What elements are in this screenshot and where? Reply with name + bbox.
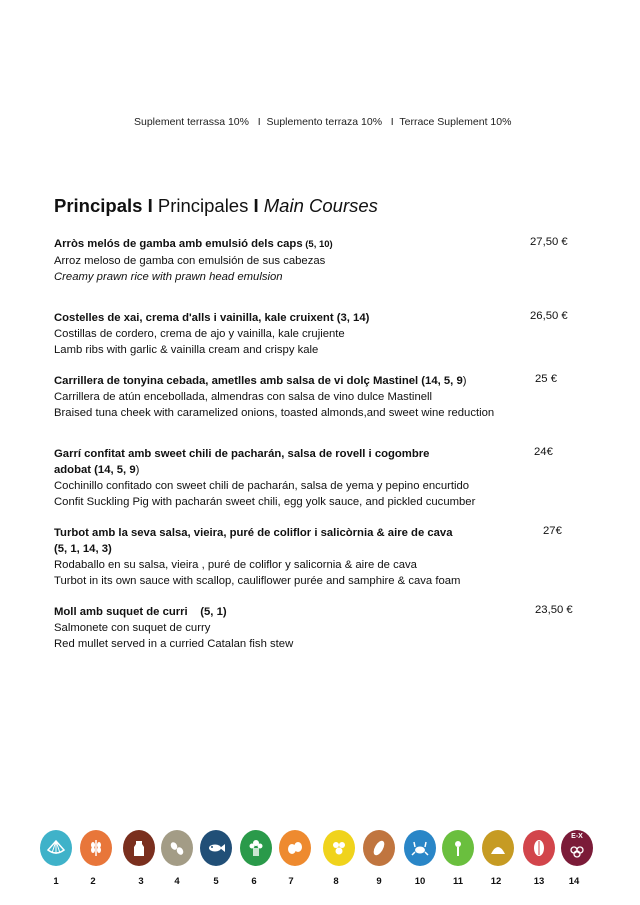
dish-name: Arròs melós de gamba amb emulsió dels caps [54,238,303,250]
dish-spanish: Salmonete con suquet de curry [54,622,211,634]
dish-price: 25 € [535,373,557,385]
dish-price: 27€ [543,525,562,537]
allergen-number: 5 [213,876,219,887]
allergen-number: 6 [251,876,257,887]
dish-name: Costelles de xai, crema d'alls i vainilla, kale cruixent (3, 14) [54,312,370,324]
allergen-number: 12 [490,876,502,887]
heading-english: Main Courses [263,195,378,216]
dish-allergens: (5, 10) [302,239,333,250]
celery-icon [240,830,272,866]
dish-spanish: Carrillera de atún encebollada, almendras con salsa de vino dulce Mastinell [54,391,433,403]
lupin-icon [442,830,474,866]
allergen-number: 1 [53,876,59,887]
peanut-icon [363,830,395,866]
mollusc-icon [482,830,514,866]
heading-separator: I [253,195,264,216]
sulphite-icon [561,830,593,866]
dish-spanish: Rodaballo en su salsa, vieira , puré de coliflor y salicornia & aire de cava [54,559,417,571]
dish-name: Turbot amb la seva salsa, vieira, puré de coliflor i salicòrnia & aire de cava [54,527,453,539]
dish-english: Red mullet served in a curried Catalan fish stew [54,638,294,650]
sesame-icon [523,830,555,866]
dish-name-line2: adobat (14, 5, 9 [54,464,136,476]
allergen-number: 14 [568,876,580,887]
dish-english: Turbot in its own sauce with scallop, cauliflower purée and samphire & cava foam [54,575,461,587]
dish-price: 24€ [534,446,553,458]
allergen-number: 8 [333,876,339,887]
dish-name: Garrí confitat amb sweet chili de pacharán, salsa de rovell i cogombre [54,448,430,460]
allergen-number: 13 [533,876,545,887]
dish-name-line2: (5, 1, 14, 3) [54,543,112,555]
dish-name-close: ) [135,464,140,476]
dish-name: Moll amb suquet de curri (5, 1) [54,606,227,618]
wheat-icon [80,830,112,866]
dish-spanish: Arroz meloso de gamba con emulsión de sus cabezas [54,255,326,267]
dish-name: Carrillera de tonyina cebada, ametlles amb salsa de vi dolç Mastinel (14, 5, 9 [54,375,463,387]
heading-catalan: Principals I [54,195,153,216]
menu-item [54,446,475,510]
dish-spanish: Cochinillo confitado con sweet chili de pacharán, salsa de yema y pepino encurtido [54,480,470,492]
menu-item [54,310,369,358]
fish-icon [200,830,232,866]
milk-icon [123,830,155,866]
menu-item [54,604,293,652]
sulphite-label: E-X [571,833,583,840]
nut-icon [161,830,193,866]
terrace-surcharge-note: Suplement terrassa 10% I Suplemento terraza 10% I Terrace Suplement 10% [134,116,512,128]
allergen-number: 2 [90,876,96,887]
allergen-legend [0,830,640,890]
allergen-number: 4 [174,876,180,887]
heading-spanish: Principales [152,195,254,216]
allergen-number: 9 [376,876,382,887]
dish-price: 27,50 € [530,236,568,248]
allergen-number: 11 [452,876,464,887]
dish-english: Confit Suckling Pig with pacharán sweet chili, egg yolk sauce, and pickled cucumber [54,496,476,508]
allergen-number: 3 [138,876,144,887]
allergen-number: 10 [414,876,426,887]
shell-icon [40,830,72,866]
dish-price: 26,50 € [530,310,568,322]
mustard-icon [323,830,355,866]
allergen-number: 7 [288,876,294,887]
menu-item [54,236,333,285]
menu-item [54,373,494,421]
section-heading [54,195,378,217]
menu-item [54,525,460,589]
dish-spanish: Costillas de cordero, crema de ajo y vainilla, kale crujiente [54,328,345,340]
dish-price: 23,50 € [535,604,573,616]
crab-icon [404,830,436,866]
dish-english: Braised tuna cheek with caramelized onions, toasted almonds,and sweet wine reduction [54,407,495,419]
egg-icon [279,830,311,866]
dish-english: Lamb ribs with garlic & vainilla cream and crispy kale [54,344,319,356]
dish-english: Creamy prawn rice with prawn head emulsion [54,271,283,283]
dish-name-close: ) [462,375,467,387]
